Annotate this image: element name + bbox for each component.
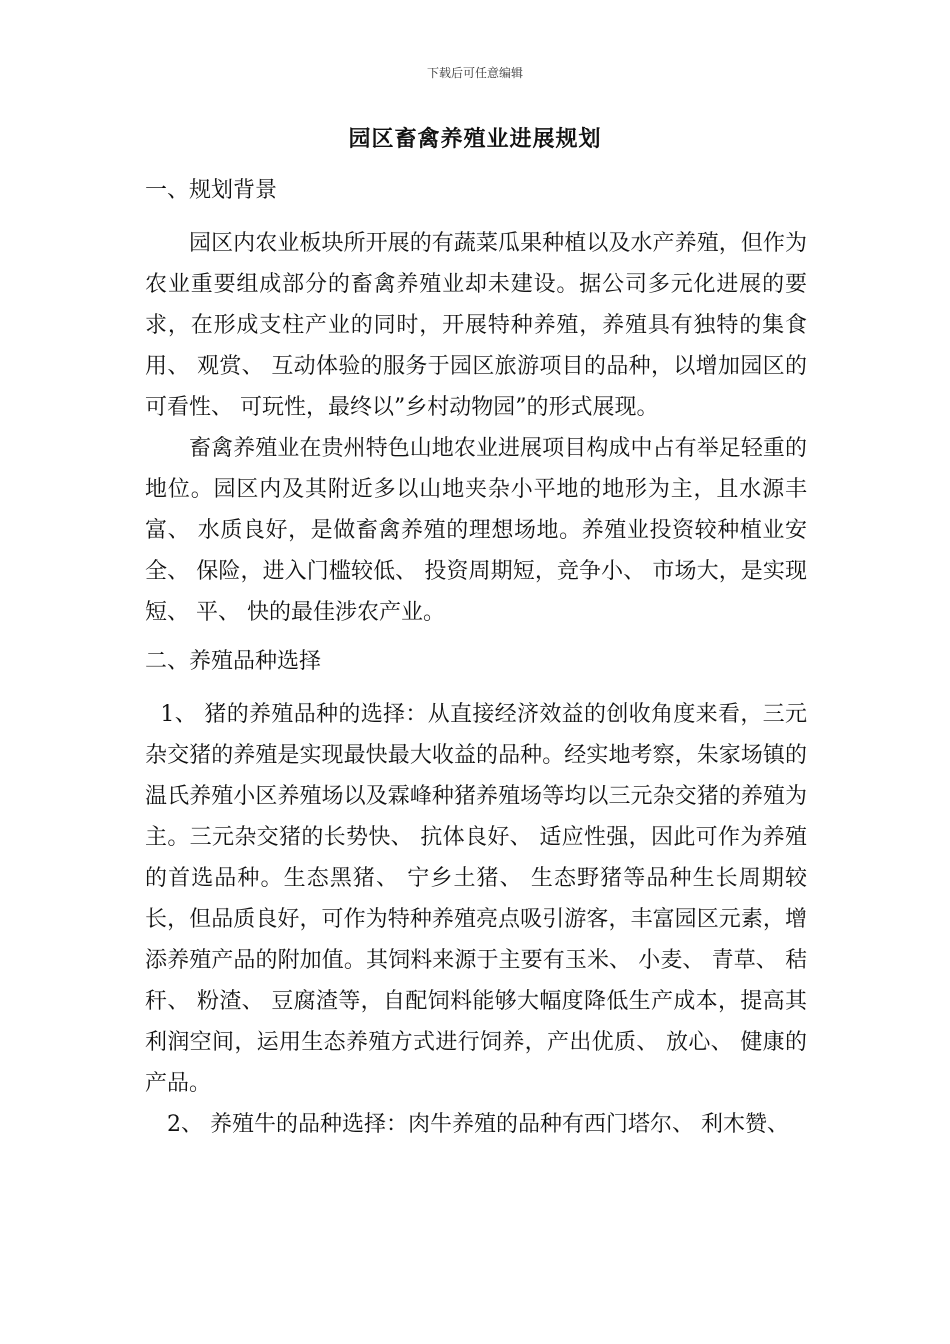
paragraph-background-1: 园区内农业板块所开展的有蔬菜瓜果种植以及水产养殖，但作为农业重要组成部分的畜禽养殖业却未建设。据公司多元化进展的要求，在形成支柱产业的同时，开展特种养殖，养殖具有独特的集食用、 观赏、 互动体验的服务于园区旅游项目的品种，以增加园区的可看性、 可玩性，最终以”乡村动物园”的形式展现。 [145, 231, 807, 420]
document-title: 园区畜禽养殖业进展规划 [348, 127, 602, 152]
list-item-cattle-breeds: 2、 养殖牛的品种选择：肉牛养殖的品种有西门塔尔、 利木赞、 [167, 1112, 789, 1137]
section-heading-breed-selection: 二、养殖品种选择 [145, 649, 322, 674]
section-heading-background: 一、规划背景 [145, 178, 278, 203]
paragraph-background-2: 畜禽养殖业在贵州特色山地农业进展项目构成中占有举足轻重的地位。园区内及其附近多以山地夹杂小平地的地形为主，且水源丰富、 水质良好，是做畜禽养殖的理想场地。养殖业投资较种植业安全、 保险，进入门槛较低、 投资周期短，竞争小、 市场大，是实现短、 平、 快的最佳涉农产业。 [145, 436, 807, 625]
header-note: 下载后可任意编辑 [426, 66, 523, 80]
list-item-pig-breeds: 1、 猪的养殖品种的选择：从直接经济效益的创收角度来看，三元杂交猪的养殖是实现最快最大收益的品种。经实地考察，朱家场镇的温氏养殖小区养殖场以及霖峰种猪养殖场等均以三元杂交猪的养殖为主。三元杂交猪的长势快、 抗体良好、 适应性强，因此可作为养殖的首选品种。生态黑猪、 宁乡土猪、 生态野猪等品种生长周期较长，但品质良好，可作为特种养殖亮点吸引游客，丰富园区元素，增添养殖产品的附加值。其饲料来源于主要有玉米、 小麦、 青草、 秸秆、 粉渣、 豆腐渣等，自配饲料能够大幅度降低生产成本，提高其利润空间，运用生态养殖方式进行饲养，产出优质、 放心、 健康的产品。 [145, 702, 807, 1096]
document-body [145, 170, 807, 1145]
